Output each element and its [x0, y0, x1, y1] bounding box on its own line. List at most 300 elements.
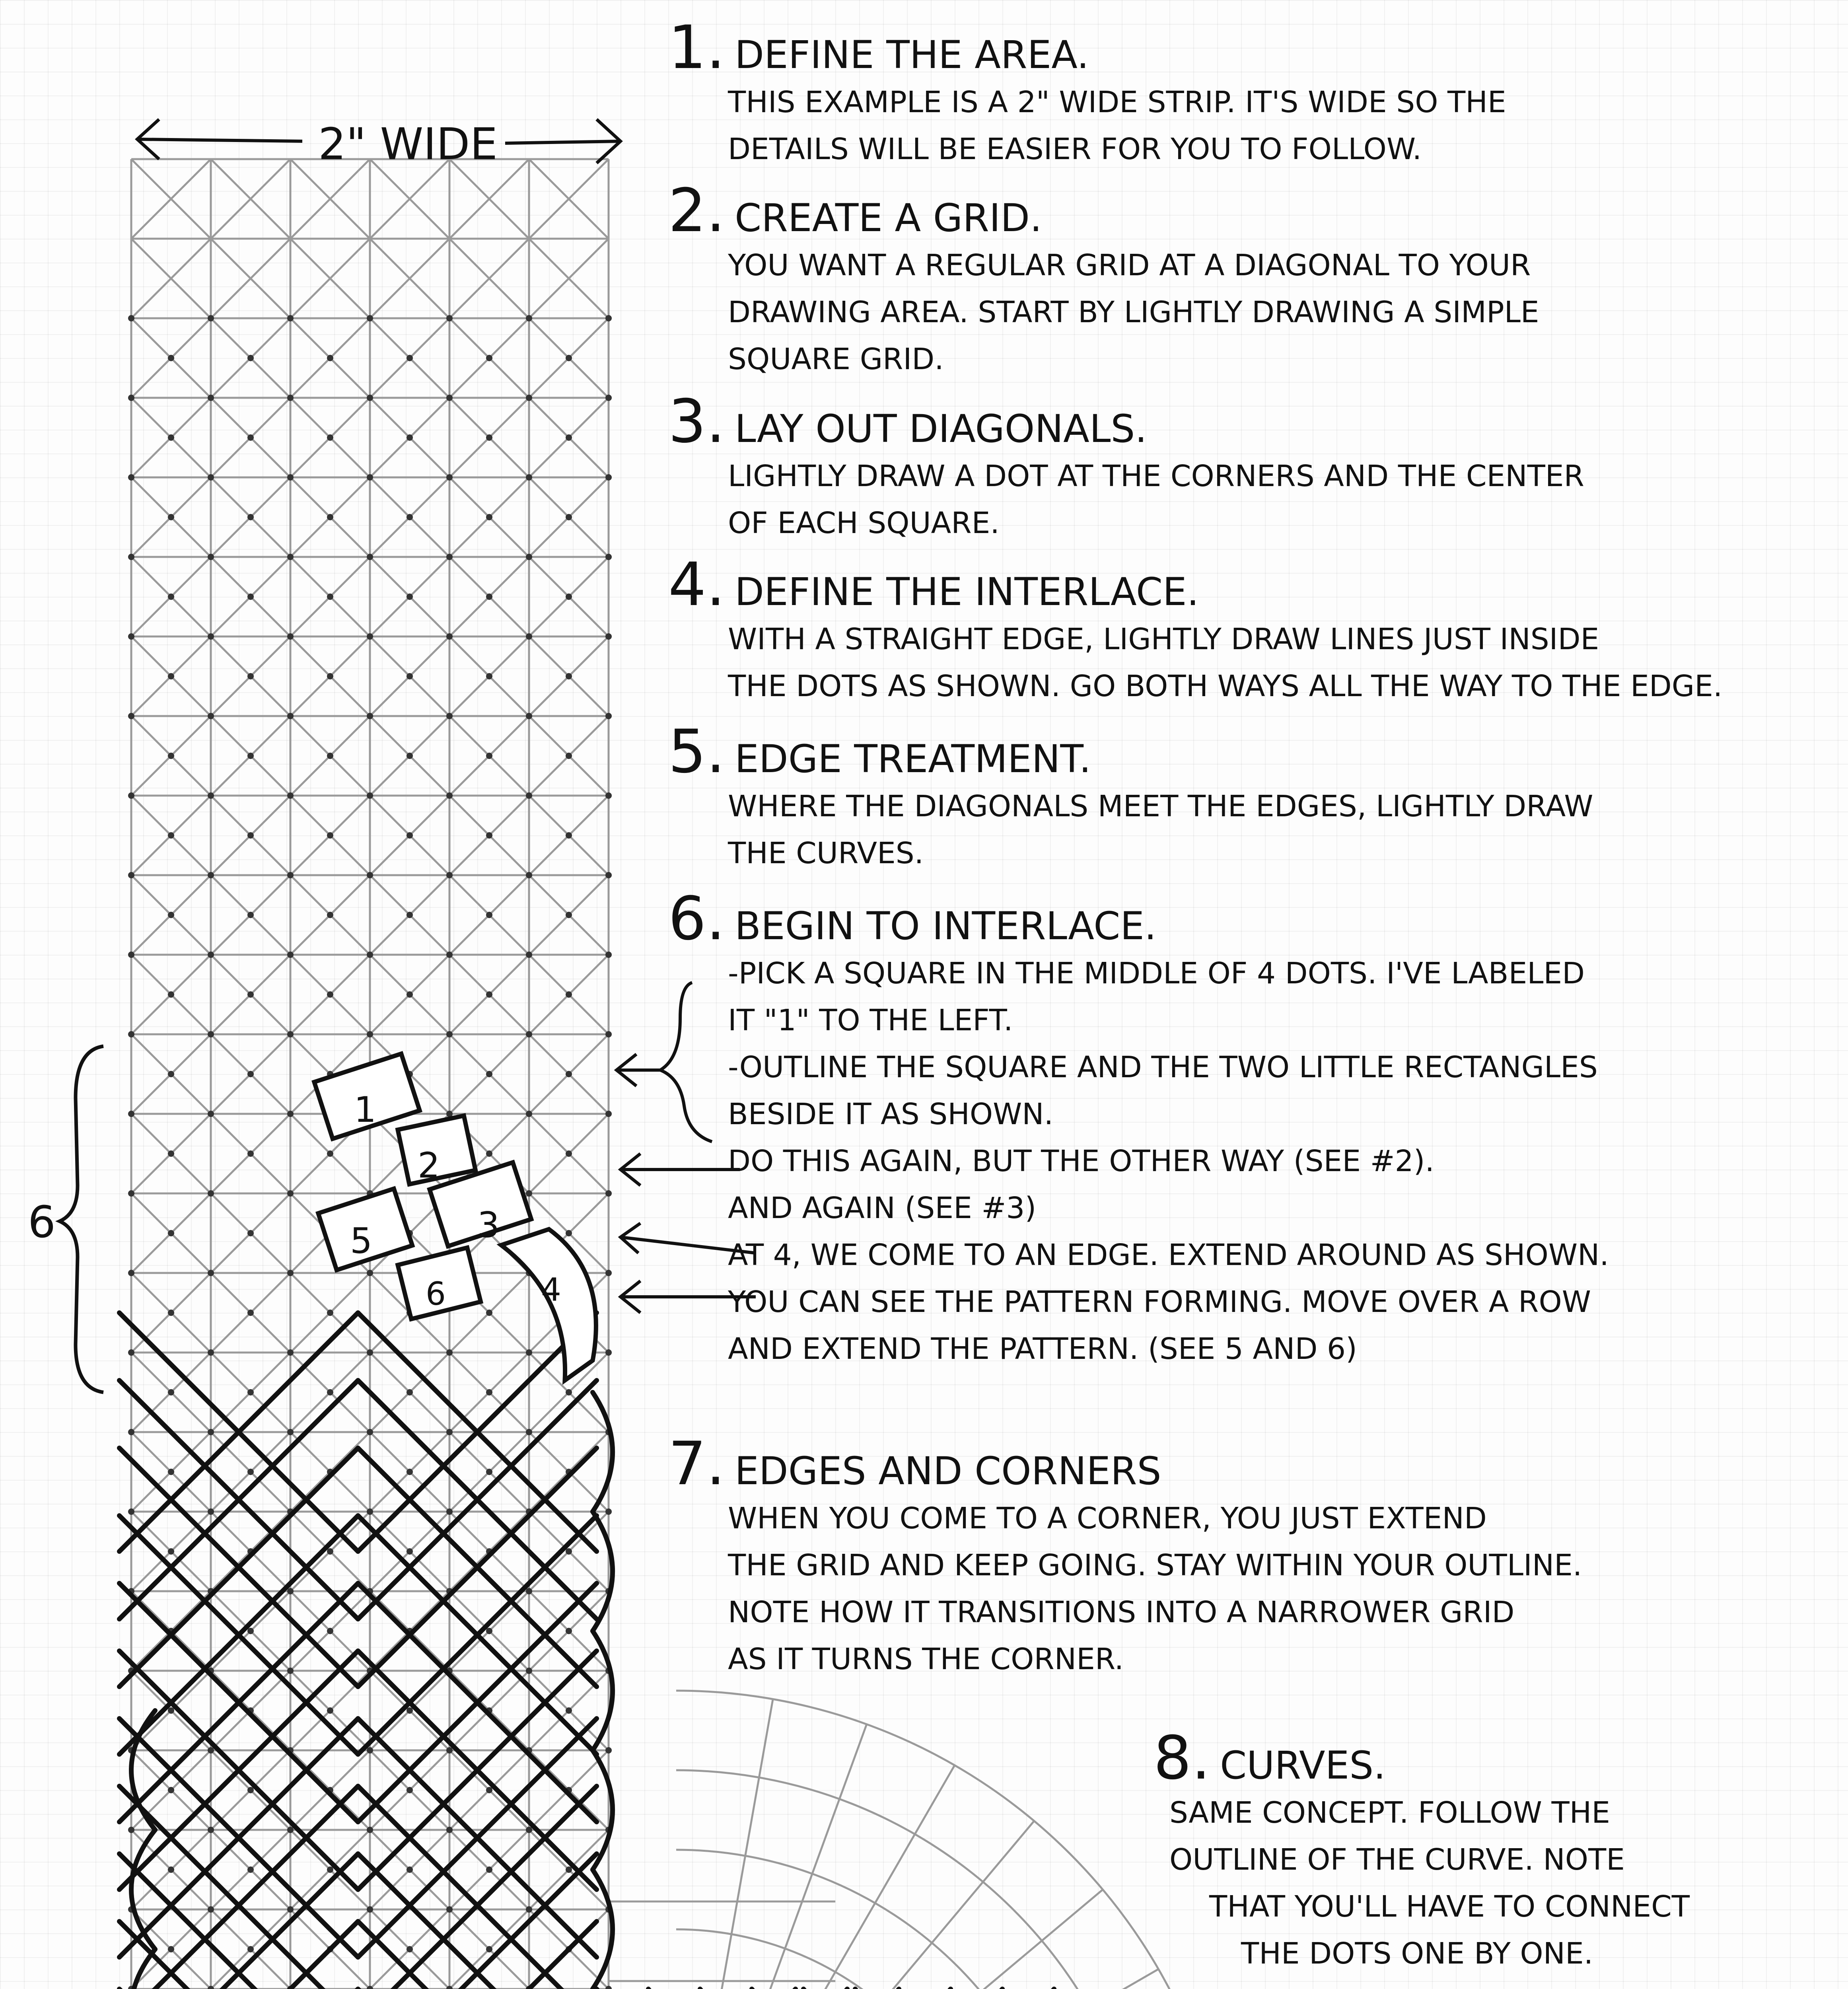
- pencil-dot: [526, 554, 532, 560]
- pencil-dot: [605, 872, 612, 878]
- pencil-dot: [367, 633, 373, 640]
- pencil-dot: [605, 315, 612, 321]
- pencil-dot: [208, 315, 214, 321]
- pencil-dot: [446, 1747, 453, 1754]
- step-7-line-4: AS IT TURNS THE CORNER.: [728, 1642, 1124, 1676]
- pencil-dot: [486, 1150, 492, 1157]
- square-label-4: 4: [541, 1271, 561, 1308]
- pencil-dot: [208, 395, 214, 401]
- pencil-dot: [605, 474, 612, 481]
- pencil-dot: [446, 792, 453, 799]
- pencil-dot: [566, 673, 572, 679]
- pencil-dot: [566, 594, 572, 600]
- pencil-curve-guide: [676, 1890, 1103, 1989]
- pencil-dot: [287, 1827, 294, 1833]
- pencil-dot: [566, 753, 572, 759]
- pencil-dot: [486, 912, 492, 918]
- pencil-curve-guide: [676, 1770, 1154, 1989]
- pencil-dot: [128, 1827, 134, 1833]
- pencil-dot: [605, 633, 612, 640]
- pencil-curve-guide: [676, 1850, 1074, 1989]
- step-6-line-5: DO THIS AGAIN, BUT THE OTHER WAY (SEE #2).: [728, 1144, 1435, 1178]
- step-4-number: 4.: [668, 550, 726, 619]
- pencil-dot: [327, 594, 333, 600]
- step-8-line-1: SAME CONCEPT. FOLLOW THE: [1169, 1796, 1611, 1830]
- step-3-number: 3.: [668, 387, 726, 456]
- pencil-dot: [168, 1150, 174, 1157]
- pencil-dot: [287, 1906, 294, 1913]
- pencil-dot: [566, 1628, 572, 1634]
- step-6-line-8: YOU CAN SEE THE PATTERN FORMING. MOVE OVER A ROW: [728, 1285, 1591, 1319]
- pencil-dot: [208, 1111, 214, 1117]
- pencil-dot: [208, 1747, 214, 1754]
- step-6-line-4: BESIDE IT AS SHOWN.: [728, 1097, 1054, 1131]
- pencil-curve-guide: [676, 1724, 867, 1989]
- pencil-dot: [208, 1906, 214, 1913]
- pencil-dot: [247, 832, 254, 839]
- pencil-dot: [287, 1031, 294, 1037]
- step-6-line-7: AT 4, WE COME TO AN EDGE. EXTEND AROUND AS SHOWN.: [728, 1238, 1609, 1272]
- pencil-dot: [566, 1707, 572, 1714]
- step-2-title: CREATE A GRID.: [735, 196, 1042, 240]
- pencil-dot: [407, 673, 413, 679]
- pencil-dot: [287, 1190, 294, 1197]
- pencil-dot: [327, 832, 333, 839]
- pencil-dot: [327, 1548, 333, 1555]
- width-label: 2" WIDE: [318, 119, 498, 169]
- pencil-dot: [168, 832, 174, 839]
- step-7: [668, 1429, 1582, 1683]
- step-7-line-1: WHEN YOU COME TO A CORNER, YOU JUST EXTEND: [728, 1501, 1487, 1536]
- step-1-line-2: DETAILS WILL BE EASIER FOR YOU TO FOLLOW.: [728, 132, 1422, 166]
- pencil-dot: [327, 1628, 333, 1634]
- pencil-dot: [407, 1866, 413, 1873]
- pencil-dot: [566, 991, 572, 998]
- pencil-dot: [247, 434, 254, 441]
- pencil-dot: [446, 952, 453, 958]
- pencil-dot: [208, 792, 214, 799]
- pencil-dot: [208, 554, 214, 560]
- pencil-dot: [287, 315, 294, 321]
- pencil-dot: [446, 554, 453, 560]
- pencil-dot: [407, 912, 413, 918]
- pencil-dot: [526, 1429, 532, 1435]
- step-2: [668, 176, 1539, 383]
- pencil-dot: [566, 1150, 572, 1157]
- pencil-dot: [526, 792, 532, 799]
- pencil-dot: [128, 474, 134, 481]
- pencil-dot: [247, 1946, 254, 1952]
- pencil-dot: [446, 315, 453, 321]
- pencil-dot: [526, 872, 532, 878]
- pencil-dot: [367, 315, 373, 321]
- pencil-dot: [327, 912, 333, 918]
- pencil-dot: [526, 1588, 532, 1594]
- pencil-dot: [367, 1270, 373, 1276]
- pencil-dot: [446, 1906, 453, 1913]
- pencil-dot: [327, 991, 333, 998]
- pencil-dot: [208, 1349, 214, 1356]
- pencil-dot: [128, 792, 134, 799]
- pencil-dot: [605, 395, 612, 401]
- step-1-title: DEFINE THE AREA.: [735, 33, 1089, 77]
- step-4: [668, 550, 1723, 710]
- step-3-line-1: LIGHTLY DRAW A DOT AT THE CORNERS AND THE CENTER: [728, 459, 1584, 493]
- pencil-dot: [287, 1349, 294, 1356]
- pencil-dot: [407, 1946, 413, 1952]
- pencil-dot: [168, 594, 174, 600]
- pencil-dot: [526, 315, 532, 321]
- pencil-dot: [486, 1389, 492, 1395]
- pencil-dot: [287, 395, 294, 401]
- square-label-2: 2: [418, 1145, 440, 1186]
- pencil-dot: [128, 554, 134, 560]
- pencil-dot: [407, 355, 413, 361]
- pencil-dot: [168, 673, 174, 679]
- pencil-dot: [327, 514, 333, 520]
- step-6-line-9: AND EXTEND THE PATTERN. (SEE 5 AND 6): [728, 1332, 1357, 1366]
- pencil-dot: [446, 1827, 453, 1833]
- pencil-dot: [247, 514, 254, 520]
- pencil-dot: [605, 1747, 612, 1754]
- pencil-dot: [367, 1906, 373, 1913]
- step-2-number: 2.: [668, 176, 726, 245]
- pencil-dot: [526, 713, 532, 719]
- step-7-line-3: NOTE HOW IT TRANSITIONS INTO A NARROWER GRID: [728, 1595, 1515, 1629]
- pencil-dot: [247, 673, 254, 679]
- step-6-line-1: -PICK A SQUARE IN THE MIDDLE OF 4 DOTS. I'VE LABELED: [728, 956, 1585, 991]
- pencil-dot: [486, 1071, 492, 1077]
- pencil-dot: [168, 1548, 174, 1555]
- pencil-dot: [486, 1469, 492, 1475]
- step-8-line-2: OUTLINE OF THE CURVE. NOTE: [1169, 1843, 1625, 1877]
- pencil-dot: [208, 872, 214, 878]
- pencil-dot: [287, 1429, 294, 1435]
- pencil-dot: [367, 554, 373, 560]
- pencil-dot: [327, 673, 333, 679]
- step-6: [668, 884, 1609, 1372]
- pencil-dot: [128, 1349, 134, 1356]
- pencil-dot: [486, 673, 492, 679]
- pencil-dot: [605, 1349, 612, 1356]
- step-1-number: 1.: [668, 13, 726, 82]
- square-label-3: 3: [477, 1205, 500, 1246]
- pencil-dot: [446, 633, 453, 640]
- pencil-dot: [486, 1866, 492, 1873]
- step-8-line-3: THAT YOU'LL HAVE TO CONNECT: [1209, 1890, 1690, 1924]
- pencil-dot: [247, 1230, 254, 1236]
- pencil-dot: [605, 1270, 612, 1276]
- pencil-dot: [168, 912, 174, 918]
- square-label-5: 5: [350, 1220, 372, 1261]
- pencil-dot: [247, 1469, 254, 1475]
- pencil-dot: [367, 1031, 373, 1037]
- pencil-dot: [128, 633, 134, 640]
- square-label-6: 6: [426, 1275, 446, 1312]
- pencil-dot: [526, 633, 532, 640]
- pencil-dot: [168, 434, 174, 441]
- pencil-dot: [128, 395, 134, 401]
- pencil-dot: [605, 1031, 612, 1037]
- pencil-dot: [287, 633, 294, 640]
- pencil-dot: [208, 633, 214, 640]
- pencil-dot: [168, 514, 174, 520]
- pencil-dot: [486, 753, 492, 759]
- pencil-dot: [168, 1469, 174, 1475]
- pencil-dot: [407, 1548, 413, 1555]
- pencil-dot: [287, 1270, 294, 1276]
- pencil-dot: [367, 952, 373, 958]
- pencil-dot: [128, 1190, 134, 1197]
- pencil-dot: [486, 1628, 492, 1634]
- pencil-dot: [168, 1787, 174, 1793]
- pencil-dot: [367, 1429, 373, 1435]
- step-1-line-1: THIS EXAMPLE IS A 2" WIDE STRIP. IT'S WIDE SO THE: [728, 85, 1506, 119]
- pencil-dot: [446, 1429, 453, 1435]
- pencil-dot: [128, 315, 134, 321]
- pencil-dot: [446, 395, 453, 401]
- pencil-curve-guide: [676, 1691, 1233, 1989]
- pencil-dot: [128, 1031, 134, 1037]
- pencil-dot: [407, 753, 413, 759]
- pencil-dot: [128, 1111, 134, 1117]
- step-6-line-6: AND AGAIN (SEE #3): [728, 1191, 1037, 1225]
- step-6-line-2: IT "1" TO THE LEFT.: [728, 1003, 1013, 1037]
- bracket-6: [60, 1046, 103, 1392]
- pencil-dot: [367, 713, 373, 719]
- step-4-line-1: WITH A STRAIGHT EDGE, LIGHTLY DRAW LINES JUST INSIDE: [728, 622, 1599, 656]
- pencil-dot: [208, 1190, 214, 1197]
- pencil-dot: [407, 594, 413, 600]
- pencil-dot: [168, 1707, 174, 1714]
- step-8: [1154, 1724, 1690, 1977]
- pencil-dot: [287, 792, 294, 799]
- pencil-dot: [367, 1827, 373, 1833]
- pencil-dot: [526, 1031, 532, 1037]
- pencil-dot: [247, 1071, 254, 1077]
- pencil-dot: [247, 1389, 254, 1395]
- pencil-dot: [208, 1429, 214, 1435]
- pencil-dot: [407, 1389, 413, 1395]
- step-5-number: 5.: [668, 717, 726, 786]
- pencil-dot: [566, 1866, 572, 1873]
- pencil-dot: [208, 1031, 214, 1037]
- pencil-dot: [526, 395, 532, 401]
- pencil-dot: [247, 1628, 254, 1634]
- pencil-dot: [168, 753, 174, 759]
- step-1: [668, 13, 1506, 173]
- pencil-dot: [605, 952, 612, 958]
- pencil-dot: [168, 1230, 174, 1236]
- step-8-number: 8.: [1154, 1724, 1211, 1793]
- pencil-dot: [486, 355, 492, 361]
- pencil-dot: [168, 1071, 174, 1077]
- step-7-line-2: THE GRID AND KEEP GOING. STAY WITHIN YOUR OUTLINE.: [728, 1548, 1582, 1582]
- pencil-dot: [566, 514, 572, 520]
- pencil-dot: [526, 1827, 532, 1833]
- pencil-dot: [605, 713, 612, 719]
- step-5-line-2: THE CURVES.: [728, 836, 924, 870]
- step-7-number: 7.: [668, 1429, 726, 1499]
- pencil-dot: [407, 1469, 413, 1475]
- pencil-dot: [247, 355, 254, 361]
- pencil-curve-guide: [676, 1969, 1158, 1989]
- pencil-dot: [168, 1310, 174, 1316]
- pencil-dot: [168, 1946, 174, 1952]
- pencil-dot: [446, 872, 453, 878]
- step-8-title: CURVES.: [1220, 1743, 1386, 1788]
- pencil-dot: [128, 1429, 134, 1435]
- pencil-dot: [566, 1230, 572, 1236]
- pencil-dot: [208, 713, 214, 719]
- step-6-number: 6.: [668, 884, 726, 954]
- pencil-dot: [566, 1548, 572, 1555]
- square-label-1: 1: [354, 1089, 376, 1130]
- pencil-dot: [566, 1071, 572, 1077]
- pencil-dot: [247, 1866, 254, 1873]
- bracket-6-label: 6: [28, 1197, 56, 1248]
- pencil-dot: [287, 1588, 294, 1594]
- pencil-dot: [407, 1787, 413, 1793]
- pencil-dot: [367, 1508, 373, 1515]
- pencil-dot: [486, 1310, 492, 1316]
- pencil-diagonal: [131, 0, 609, 80]
- pencil-dot: [287, 1668, 294, 1674]
- pencil-dot: [168, 991, 174, 998]
- pencil-curve-guide: [676, 1765, 955, 1989]
- pencil-dot: [367, 872, 373, 878]
- pencil-dot: [605, 554, 612, 560]
- pencil-dot: [287, 554, 294, 560]
- step-4-title: DEFINE THE INTERLACE.: [735, 570, 1199, 614]
- pencil-dot: [327, 1707, 333, 1714]
- pencil-dot: [407, 991, 413, 998]
- pencil-dot: [526, 1190, 532, 1197]
- step-2-line-1: YOU WANT A REGULAR GRID AT A DIAGONAL TO YOUR: [728, 248, 1531, 282]
- step-3-line-2: OF EACH SQUARE.: [728, 506, 1000, 540]
- pencil-dot: [327, 434, 333, 441]
- pencil-dot: [327, 355, 333, 361]
- pencil-dot: [566, 912, 572, 918]
- pencil-dot: [605, 792, 612, 799]
- pencil-dot: [367, 474, 373, 481]
- pencil-dot: [327, 753, 333, 759]
- pencil-dot: [566, 832, 572, 839]
- step-5-line-1: WHERE THE DIAGONALS MEET THE EDGES, LIGHTLY DRAW: [728, 789, 1593, 823]
- pencil-dot: [128, 952, 134, 958]
- pencil-dot: [247, 991, 254, 998]
- pencil-dot: [446, 1508, 453, 1515]
- pencil-dot: [327, 1389, 333, 1395]
- step-7-title: EDGES AND CORNERS: [735, 1449, 1161, 1493]
- pencil-dot: [208, 1827, 214, 1833]
- pencil-dot: [486, 514, 492, 520]
- pencil-dot: [486, 1946, 492, 1952]
- pencil-dot: [407, 514, 413, 520]
- pencil-curve-guide: [676, 1699, 773, 1989]
- pencil-dot: [605, 1190, 612, 1197]
- pencil-dot: [526, 1668, 532, 1674]
- pencil-dot: [486, 832, 492, 839]
- pencil-dot: [247, 753, 254, 759]
- pencil-dot: [526, 474, 532, 481]
- pencil-dot: [446, 1349, 453, 1356]
- pencil-dot: [327, 1310, 333, 1316]
- pencil-dot: [247, 1787, 254, 1793]
- pencil-dot: [446, 474, 453, 481]
- pencil-dot: [526, 1349, 532, 1356]
- step-8-line-4: THE DOTS ONE BY ONE.: [1241, 1936, 1593, 1971]
- pencil-dot: [486, 991, 492, 998]
- pencil-dot: [128, 1508, 134, 1515]
- pencil-dot: [486, 434, 492, 441]
- pencil-dot: [208, 1270, 214, 1276]
- step-6-title: BEGIN TO INTERLACE.: [735, 904, 1157, 948]
- pencil-dot: [446, 713, 453, 719]
- pencil-dot: [327, 1866, 333, 1873]
- pencil-dot: [526, 952, 532, 958]
- pencil-dot: [407, 832, 413, 839]
- step-4-line-2: THE DOTS AS SHOWN. GO BOTH WAYS ALL THE WAY TO THE EDGE.: [728, 669, 1723, 703]
- pencil-dot: [407, 1707, 413, 1714]
- pencil-dot: [486, 1787, 492, 1793]
- pencil-dot: [446, 1031, 453, 1037]
- pencil-dot: [327, 1150, 333, 1157]
- pencil-dot: [287, 952, 294, 958]
- step-5: [668, 717, 1593, 877]
- step-2-line-3: SQUARE GRID.: [728, 342, 944, 376]
- step-2-line-2: DRAWING AREA. START BY LIGHTLY DRAWING A SIMPLE: [728, 295, 1539, 329]
- pencil-dot: [168, 1389, 174, 1395]
- pencil-dot: [486, 594, 492, 600]
- pencil-dot: [128, 872, 134, 878]
- pencil-dot: [247, 1150, 254, 1157]
- pencil-dot: [566, 434, 572, 441]
- pencil-dot: [128, 1270, 134, 1276]
- pencil-dot: [287, 872, 294, 878]
- pencil-dot: [287, 474, 294, 481]
- pencil-dot: [247, 594, 254, 600]
- pencil-dot: [407, 434, 413, 441]
- pencil-dot: [367, 395, 373, 401]
- pencil-dot: [526, 1111, 532, 1117]
- pencil-dot: [168, 1866, 174, 1873]
- pencil-dot: [566, 1389, 572, 1395]
- pencil-dot: [208, 952, 214, 958]
- pencil-dot: [367, 1349, 373, 1356]
- pencil-dot: [287, 713, 294, 719]
- pencil-curve-guide: [676, 1821, 1034, 1989]
- pencil-dot: [367, 1747, 373, 1754]
- pencil-dot: [208, 474, 214, 481]
- pencil-diagonal: [131, 0, 609, 80]
- pencil-dot: [168, 355, 174, 361]
- pencil-dot: [208, 1508, 214, 1515]
- step-5-title: EDGE TREATMENT.: [735, 737, 1091, 781]
- pencil-dot: [605, 1508, 612, 1515]
- pencil-dot: [247, 912, 254, 918]
- pencil-dot: [128, 713, 134, 719]
- pencil-dot: [247, 1310, 254, 1316]
- pencil-dot: [605, 1111, 612, 1117]
- pencil-dot: [566, 355, 572, 361]
- step-3-title: LAY OUT DIAGONALS.: [735, 407, 1147, 451]
- pencil-dot: [526, 1906, 532, 1913]
- step-6-line-3: -OUTLINE THE SQUARE AND THE TWO LITTLE RECTANGLES: [728, 1050, 1598, 1084]
- step-3: [668, 387, 1584, 547]
- pencil-dot: [367, 792, 373, 799]
- pencil-dot: [287, 1111, 294, 1117]
